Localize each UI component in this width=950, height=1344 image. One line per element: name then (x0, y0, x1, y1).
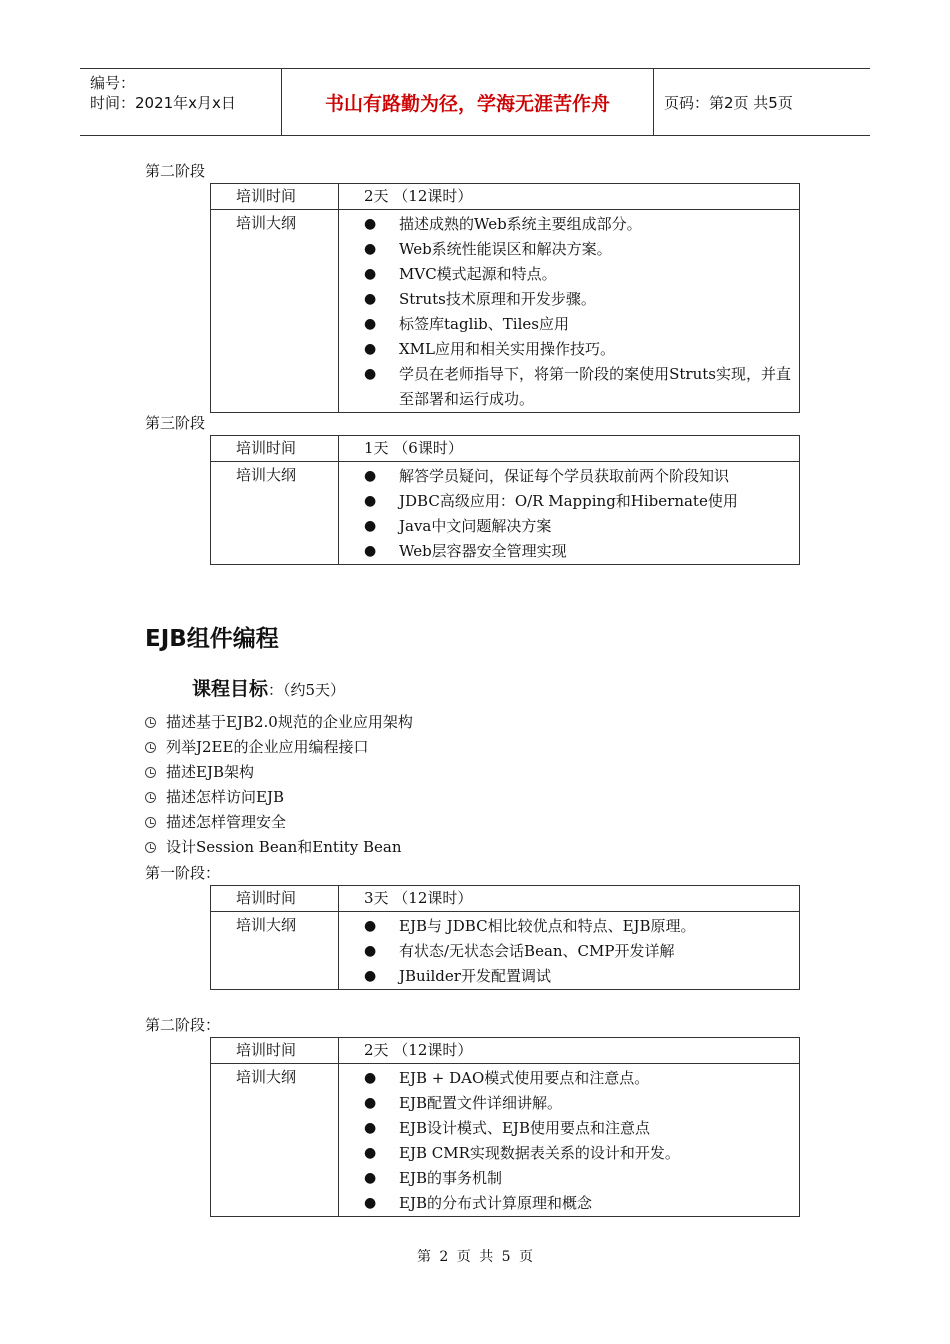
header-motto: 书山有路勤为径，学海无涯苦作舟 (281, 69, 654, 135)
training-table (210, 885, 800, 990)
time-value: 1天 （6课时） (339, 436, 800, 462)
page-footer: 第 2 页 共 5 页 (416, 1249, 534, 1265)
list-item: ● 有状态/无状态会话Bean、CMP开发详解 (364, 939, 791, 964)
list-item: ● XML应用和相关实用操作技巧。 (364, 337, 791, 362)
list-item: 描述怎样访问EJB (145, 785, 413, 810)
list-item: ● 描述成熟的Web系统主要组成部分。 (364, 212, 791, 237)
time-label: 培训时间 (211, 1038, 339, 1064)
stage-label: 第二阶段 (145, 162, 206, 180)
time-label: 培训时间 (211, 436, 339, 462)
outline-label: 培训大纲 (211, 462, 339, 565)
list-item: 描述EJB架构 (145, 760, 413, 785)
list-item: ● EJB设计模式、EJB使用要点和注意点 (364, 1116, 791, 1141)
training-table (210, 183, 800, 413)
page-header (80, 68, 870, 136)
clock-icon (145, 792, 156, 803)
list-item: ● Web系统性能误区和解决方案。 (364, 237, 791, 262)
outline-label: 培训大纲 (211, 1064, 339, 1217)
goal-heading (192, 674, 345, 701)
list-item: ● JBuilder开发配置调试 (364, 964, 791, 989)
outline-list (364, 462, 799, 564)
list-item: ● 标签库taglib、Tiles应用 (364, 312, 791, 337)
list-item: 列举J2EE的企业应用编程接口 (145, 735, 413, 760)
outline-label: 培训大纲 (211, 912, 339, 990)
list-item: ● EJB配置文件详细讲解。 (364, 1091, 791, 1116)
time-label: 培训时间 (211, 886, 339, 912)
list-item: ● EJB的分布式计算原理和概念 (364, 1191, 791, 1216)
list-item: ● EJB的事务机制 (364, 1166, 791, 1191)
stage-label: 第二阶段： (145, 1016, 221, 1034)
list-item: ● Java中文问题解决方案 (364, 514, 791, 539)
outline-list (364, 1064, 799, 1216)
clock-icon (145, 767, 156, 778)
list-item: 描述基于EJB2.0规范的企业应用架构 (145, 710, 413, 735)
number-label: 编号： (90, 74, 136, 92)
list-item: ● Struts技术原理和开发步骤。 (364, 287, 791, 312)
outline-label: 培训大纲 (211, 210, 339, 413)
outline-list (364, 210, 799, 412)
list-item: ● EJB与 JDBC相比较优点和特点、EJB原理。 (364, 914, 791, 939)
stage-label: 第三阶段 (145, 414, 206, 432)
clock-icon (145, 717, 156, 728)
clock-icon (145, 817, 156, 828)
goal-list (145, 710, 413, 860)
list-item: ● Web层容器安全管理实现 (364, 539, 791, 564)
clock-icon (145, 742, 156, 753)
goal-heading-text: 课程目标 (192, 678, 269, 700)
date-label: 时间：2021年x月x日 (90, 94, 236, 112)
time-label: 培训时间 (211, 184, 339, 210)
outline-list (364, 912, 799, 989)
training-table (210, 435, 800, 565)
time-value: 3天 （12课时） (339, 886, 800, 912)
list-item: ● 解答学员疑问，保证每个学员获取前两个阶段知识 (364, 464, 791, 489)
header-page-info: 页码：第2页 共5页 (664, 93, 793, 112)
list-item: ● EJB + DAO模式使用要点和注意点。 (364, 1066, 791, 1091)
time-value: 2天 （12课时） (339, 184, 800, 210)
list-item: 描述怎样管理安全 (145, 810, 413, 835)
list-item: ● JDBC高级应用：O/R Mapping和Hibernate使用 (364, 489, 791, 514)
list-item: ● EJB CMR实现数据表关系的设计和开发。 (364, 1141, 791, 1166)
header-meta (90, 73, 236, 113)
training-table (210, 1037, 800, 1217)
stage-label: 第一阶段： (145, 864, 221, 882)
list-item: ● 学员在老师指导下，将第一阶段的案使用Struts实现，并直至部署和运行成功。 (364, 362, 791, 412)
time-value: 2天 （12课时） (339, 1038, 800, 1064)
list-item: ● MVC模式起源和特点。 (364, 262, 791, 287)
goal-duration: ：（约5天） (268, 681, 346, 699)
clock-icon (145, 842, 156, 853)
section-title: EJB组件编程 (145, 626, 279, 652)
list-item: 设计Session Bean和Entity Bean (145, 835, 413, 860)
